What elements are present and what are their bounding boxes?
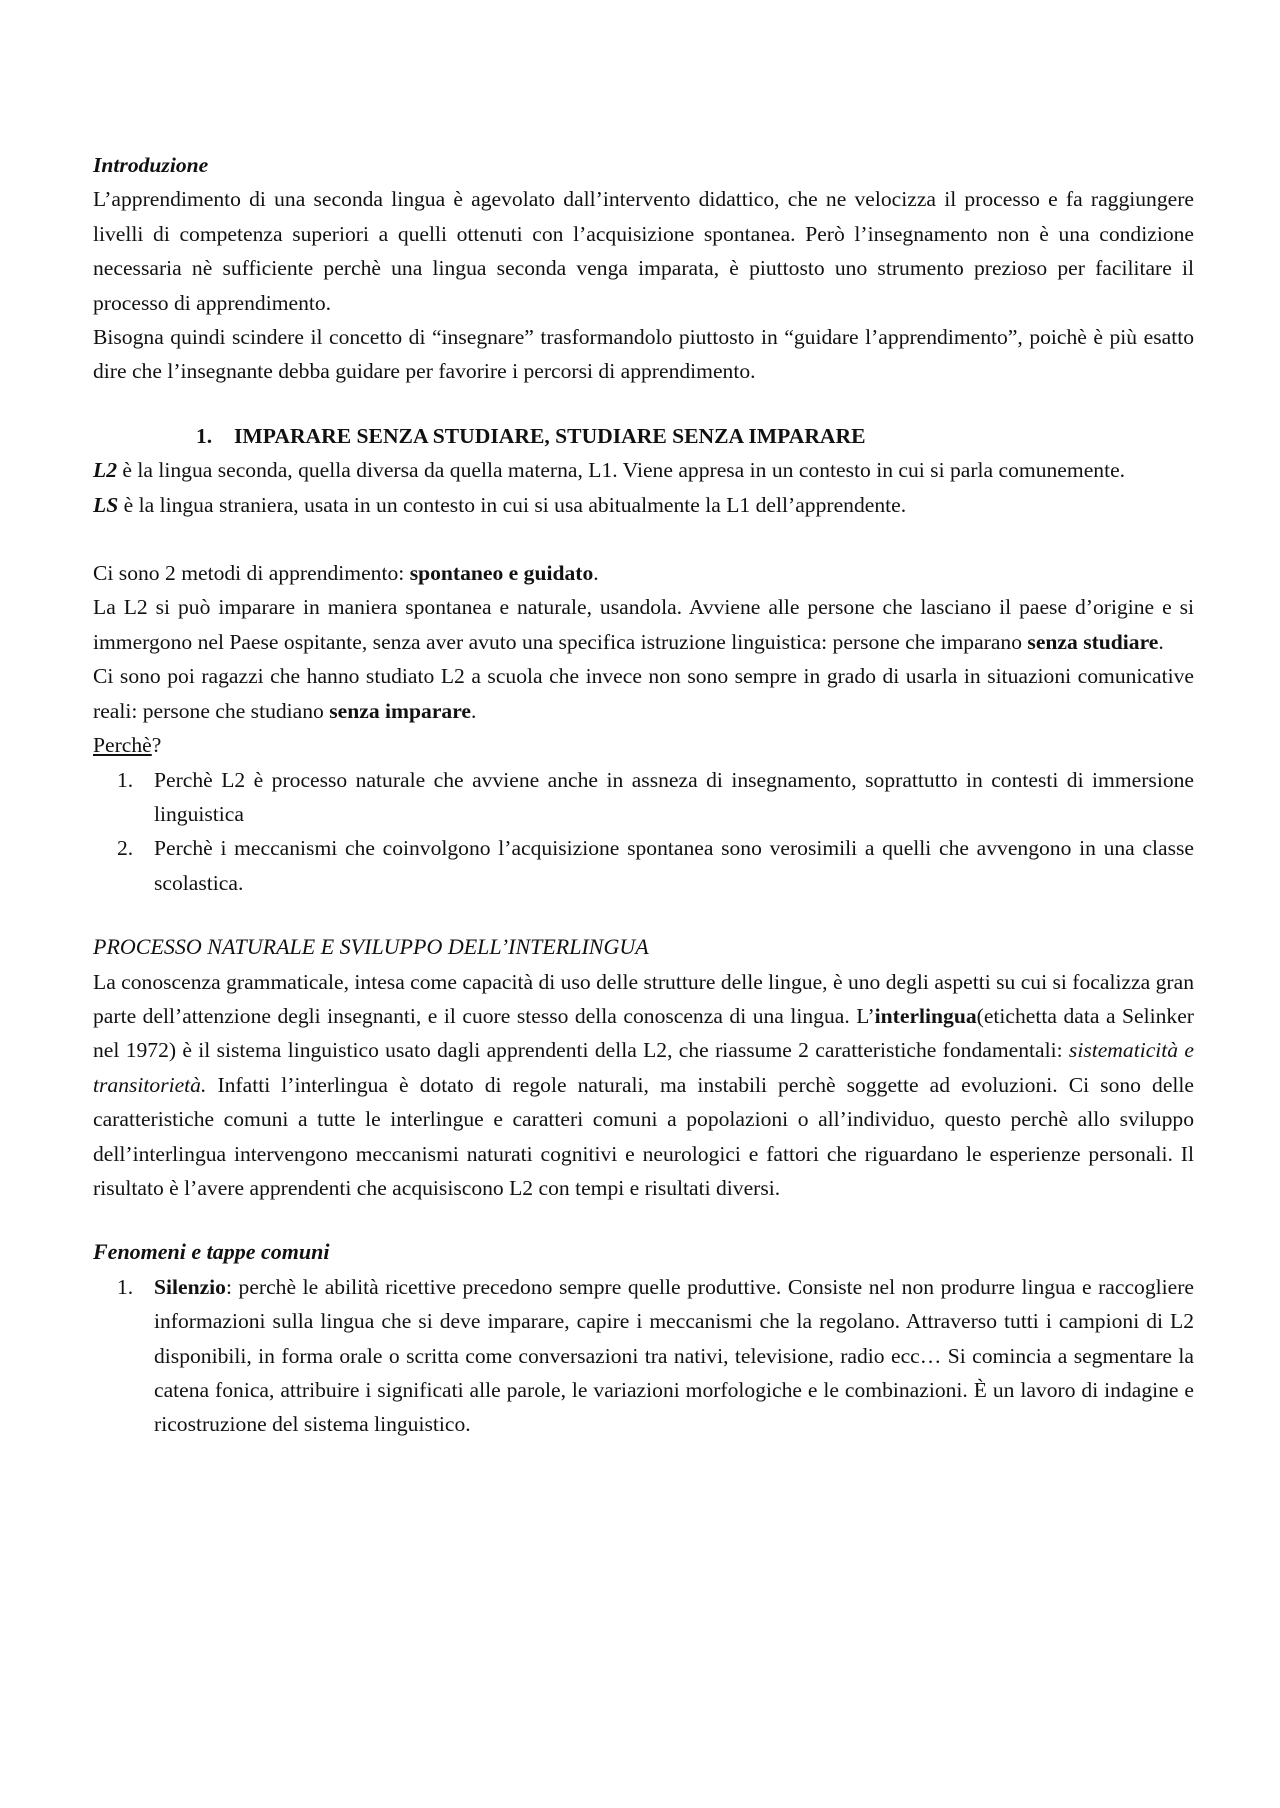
spontaneous-text: La L2 si può imparare in maniera spontanea e naturale, usandola. Avviene alle persone che lasciano il paese d’origine e si immergono nel Paese ospitante, senza aver avuto una specifica istruzione linguistica: persone che imparano (93, 595, 1194, 654)
spontaneous-paragraph (93, 590, 1194, 659)
spacer (93, 900, 1194, 930)
study-bold: senza imparare (329, 698, 471, 723)
section-1-title: IMPARARE SENZA STUDIARE, STUDIARE SENZA IMPARARE (234, 423, 866, 448)
spacer (93, 522, 1194, 556)
ls-term: LS (93, 492, 119, 517)
why-label: Perchè (93, 733, 152, 758)
section-2-italic: sistematicità e transitorietà. (93, 1038, 1194, 1097)
section-2-paragraph (93, 965, 1194, 1206)
list-item (93, 831, 1194, 900)
phenomena-list (93, 1270, 1194, 1442)
ls-definition (93, 488, 1194, 522)
section-3-heading: Fenomeni e tappe comuni (93, 1239, 330, 1265)
list-item (93, 763, 1194, 832)
section-1-heading (93, 419, 1194, 453)
study-end: . (470, 698, 477, 723)
section-2-text-3: Infatti l’interlingua è dotato di regole naturali, ma instabili perchè soggette ad evoluzioni. Ci sono delle caratteristiche comuni a tutte le interlingue e caratteri comuni a popolazioni o all’individuo, questo perchè allo sviluppo dell’interlingua intervengono meccanismi naturati cognitivi e neurologici e fattori che riguardano le esperienze personali. Il risultato è l’avere apprendenti che acquisiscono L2 con tempi e risultati diversi. (93, 1072, 1194, 1200)
phenomenon-term: Silenzio (154, 1274, 226, 1299)
section-2-text-1: La conoscenza grammaticale, intesa come capacità di uso delle strutture delle lingue, è uno degli aspetti su cui si focalizza gran parte dell’attenzione degli insegnanti, e il cuore stesso della conoscenza di una lingua. (93, 969, 1194, 1028)
list-number: 1. (117, 767, 134, 792)
list-number: 1. (117, 1274, 134, 1299)
section-2-heading: PROCESSO NATURALE E SVILUPPO DELL’INTERLINGUA (93, 934, 649, 960)
list-item (93, 1270, 1194, 1442)
why-line (93, 728, 1194, 762)
intro-paragraph-2: Bisogna quindi scindere il concetto di “insegnare” trasformandolo piuttosto in “guidare l’apprendimento”, poichè è più esatto dire che l’insegnante debba guidare per favorire i percorsi di apprendimento. (93, 325, 1194, 384)
ls-definition-text: è la lingua straniera, usata in un contesto in cui si usa abitualmente la L1 dell’apprendente. (118, 492, 907, 517)
spacer (93, 389, 1194, 419)
methods-end: . (593, 561, 599, 586)
study-text: Ci sono poi ragazzi che hanno studiato L2 a scuola che invece non sono sempre in grado di usarla in situazioni comunicative reali: persone che studiano (93, 664, 1194, 723)
spacer (93, 1205, 1194, 1235)
list-item-text: Perchè i meccanismi che coinvolgono l’acquisizione spontanea sono verosimili a quelli che avvengono in una classe scolastica. (154, 836, 1194, 895)
list-item-text: Perchè L2 è processo naturale che avviene anche in assneza di insegnamento, soprattutto in contesti di immersione linguistica (154, 767, 1194, 826)
l2-term: L2 (93, 458, 117, 483)
section-1-number: 1. (196, 423, 213, 448)
list-item-text: : perchè le abilità ricettive precedono sempre quelle produttive. Consiste nel non produrre lingua e raccogliere informazioni sulla lingua che si deve imparare, capire i meccanismi che la regolano. Attraverso tutti i campioni di L2 disponibili, in forma orale o scritta come conversazioni tra nativi, televisione, radio ecc… Si comincia a segmentare la catena fonica, attribuire i significati alle parole, le variazioni morfologiche e le combinazioni. È un lavoro di indagine e ricostruzione del sistema linguistico. (154, 1274, 1194, 1437)
why-mark: ? (151, 733, 162, 758)
spontaneous-bold: senza studiare (1027, 629, 1159, 654)
l2-definition (93, 453, 1194, 487)
methods-paragraph (93, 556, 1194, 590)
methods-text: Ci sono 2 metodi di apprendimento: (93, 561, 410, 586)
list-number: 2. (117, 836, 134, 861)
methods-bold: spontaneo e guidato (409, 561, 594, 586)
reasons-list (93, 763, 1194, 901)
spontaneous-end: . (1158, 629, 1164, 654)
interlingua-term: interlingua (874, 1003, 977, 1028)
intro-heading: Introduzione (93, 153, 209, 177)
section-2-pre: L’ (856, 1003, 875, 1028)
study-paragraph (93, 659, 1194, 728)
l2-definition-text: è la lingua seconda, quella diversa da quella materna, L1. Viene appresa in un contesto in cui si parla comunemente. (117, 458, 1126, 483)
section-2-text-2: (etichetta data a Selinker nel 1972) è il sistema linguistico usato dagli apprendenti della L2, che riassume 2 caratteristiche fondamentali: (93, 1003, 1194, 1063)
intro-paragraph-1: L’apprendimento di una seconda lingua è agevolato dall’intervento didattico, che ne velocizza il processo e fa raggiungere livelli di competenza superiori a quelli ottenuti con l’acquisizione spontanea. Però l’insegnamento non è una condizione necessaria nè sufficiente perchè una lingua seconda venga imparata, è piuttosto uno strumento prezioso per facilitare il processo di apprendimento. (93, 187, 1194, 315)
